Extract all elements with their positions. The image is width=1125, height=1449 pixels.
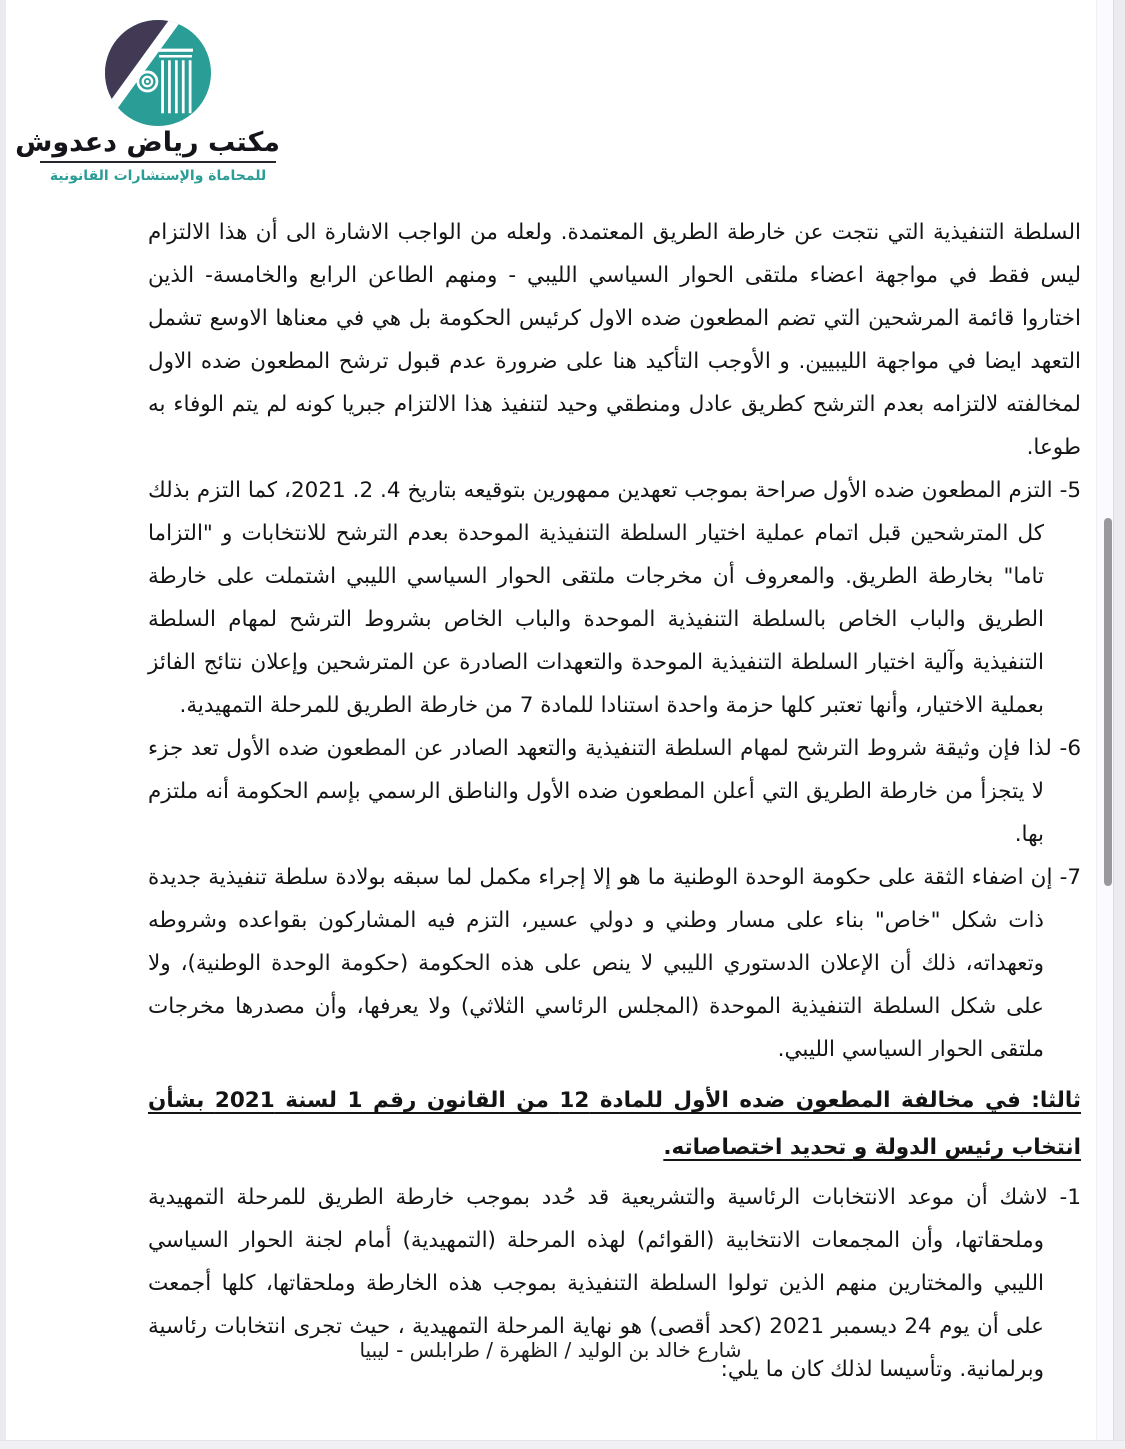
numbered-item-7	[148, 856, 1081, 1071]
heading-line-2: تحديد اختصاصاته.	[663, 1135, 847, 1160]
office-name: مكتب رياض دعدوش	[15, 127, 280, 158]
item-text: لذا فإن وثيقة شروط الترشح لمهام السلطة التنفيذية والتعهد الصادر عن المطعون ضده الأول تعد جزء لا يتجزأ من خارطة الطريق التي أعلن المطعون ضده الأول والناطق الرسمي بإسم الحكومة أنه ملتزم بها.	[148, 736, 1052, 847]
footer-address: شارع خالد بن الوليد / الظهرة / طرابلس - ليبيا	[359, 1338, 742, 1362]
document-body	[148, 211, 1081, 1391]
item-text: لاشك أن موعد الانتخابات الرئاسية والتشريعية قد حُدد بموجب خارطة الطريق للمرحلة التمهيدية وملحقاتها، وأن المجمعات الانتخابية (القوائم) لهذه المرحلة (التمهيدية) أمام لجنة الحوار السياسي الليبي والمختارين منهم الذين تولوا السلطة التنفيذية بموجب هذه الخارطة وملحقاتها، كلها أجمعت على أن يوم 24 ديسمبر 2021 (كحد أقصى) هو نهاية المرحلة التمهيدية ، حيث تجرى انتخابات رئاسية وبرلمانية. وتأسيسا لذلك كان ما يلي:	[148, 1185, 1048, 1382]
section-heading-third	[148, 1077, 1081, 1171]
item-marker: 6-	[1059, 736, 1081, 761]
item-text: التزم المطعون ضده الأول صراحة بموجب تعهدين ممهورين بتوقيعه بتاريخ 4. 2. 2021، كما التزم بذلك كل المترشحين قبل اتمام عملية اختيار السلطة التنفيذية الموحدة بعدم الترشح للانتخابات و "التزاما تاما" بخارطة الطريق. والمعروف أن مخرجات ملتقى الحوار السياسي الليبي اشتملت على خارطة الطريق والباب الخاص بالسلطة التنفيذية الموحدة والباب الخاص بشروط الترشح لمهام السلطة التنفيذية وآلية اختيار السلطة التنفيذية الموحدة والتعهدات الصادرة عن المترشحين وإعلان نتائج الفائز بعملية الاختيار، وأنها تعتبر كلها حزمة واحدة استنادا للمادة 7 من خارطة الطريق للمرحلة التمهيدية.	[148, 478, 1053, 718]
item-marker: 7-	[1059, 865, 1082, 890]
intro-paragraph: السلطة التنفيذية التي نتجت عن خارطة الطريق المعتمدة. ولعله من الواجب الاشارة الى أن هذا الالتزام ليس فقط في مواجهة اعضاء ملتقى الحوار السياسي الليبي - ومنهم الطاعن الرابع والخامسة- الذين اختاروا قائمة المرشحين التي تضم المطعون ضده الاول كرئيس الحكومة بل هي في معناها الاوسع تشمل التعهد ايضا في مواجهة الليبيين. و الأوجب التأكيد هنا على ضرورة عدم قبول ترشح المطعون ضده الاول لمخالفته لالتزامه بعدم الترشح كطريق عادل ومنطقي وحيد لتنفيذ هذا الالتزام جبريا كونه لم يتم الوفاء به طوعا.	[148, 220, 1081, 460]
item-marker: 5-	[1059, 478, 1082, 503]
office-tagline: للمحاماة والإستشارات القانونية	[49, 168, 267, 184]
letterhead	[15, 16, 280, 184]
letterhead-divider	[40, 161, 276, 163]
page-left-edge	[0, 0, 6, 1449]
numbered-item-6	[148, 727, 1081, 856]
item-text: إن اضفاء الثقة على حكومة الوحدة الوطنية ما هو إلا إجراء مكمل لما سبقه بولادة سلطة تنفيذية جديدة ذات شكل "خاص" بناء على مسار وطني و دولي عسير، التزم فيه المشاركون بقواعده وشروطه وتعهداته، ذلك أن الإعلان الدستوري الليبي لا ينص على هذه الحكومة (حكومة الوحدة الوطنية)، ولا على شكل السلطة التنفيذية الموحدة (المجلس الرئاسي الثلاثي) ولا يعرفها، وأن مصدرها مخرجات ملتقى الحوار السياسي الليبي.	[148, 865, 1053, 1062]
scrollbar-thumb[interactable]	[1104, 518, 1112, 886]
outer-scrollbar-track[interactable]	[1113, 0, 1125, 1449]
heading-line-1: ثالثا: في مخالفة المطعون ضده الأول للمادة 12 من القانون رقم 1 لسنة 2021 بشأن انتخاب رئيس الدولة و	[148, 1088, 1081, 1160]
numbered-item-5	[148, 469, 1081, 727]
ionic-column-circle-icon	[105, 20, 211, 126]
page-bottom-edge	[0, 1440, 1125, 1449]
item-marker: 1-	[1059, 1185, 1081, 1210]
